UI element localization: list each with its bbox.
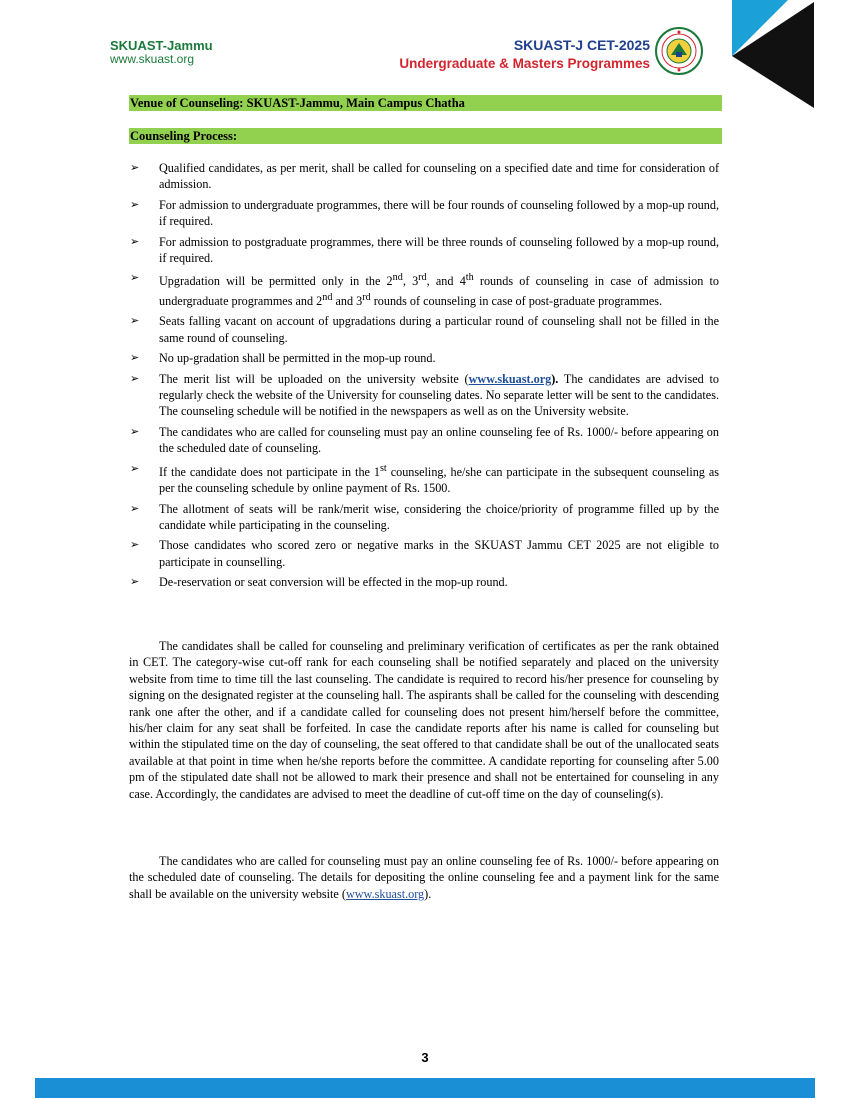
website-link[interactable]: www.skuast.org — [345, 886, 425, 901]
exam-title: SKUAST-J CET-2025 — [513, 37, 650, 53]
process-heading: Counseling Process: — [129, 128, 722, 144]
arrow-bullet-icon: ➢ — [130, 539, 140, 552]
arrow-bullet-icon: ➢ — [130, 272, 140, 285]
list-item: ➢ The candidates who are called for counseling must pay an online counseling fee of Rs. 1000/- before appearing on the scheduled date of counseling. — [130, 424, 719, 456]
arrow-bullet-icon: ➢ — [130, 315, 140, 328]
page-number: 3 — [421, 1050, 429, 1065]
list-item: ➢ Qualified candidates, as per merit, shall be called for counseling on a specified date and time for consideration of admission. — [130, 161, 719, 192]
list-item: ➢ Upgradation will be permitted only in the 2nd, 3rd, and 4th rounds of counseling in case of admission to undergraduate programmes and 2nd and 3rd rounds of counseling in case of post-graduate programmes. — [130, 272, 719, 308]
arrow-bullet-icon: ➢ — [130, 462, 140, 475]
venue-heading: Venue of Counseling: SKUAST-Jammu, Main Campus Chatha — [129, 95, 722, 111]
list-item: ➢ The allotment of seats will be rank/merit wise, considering the choice/priority of programme filled up by the candidate while participating in the counseling. — [130, 501, 719, 532]
footer-bar — [35, 1078, 815, 1098]
arrow-bullet-icon: ➢ — [130, 576, 140, 589]
arrow-bullet-icon: ➢ — [130, 372, 140, 385]
list-item: ➢ If the candidate does not participate in the 1st counseling, he/she can participate in the subsequent counseling as per the counseling schedule by online payment of Rs. 1500. — [130, 462, 719, 496]
list-item: ➢ The merit list will be uploaded on the university website (www.skuast.org). The candidates are advised to regularly check the website of the University for counseling dates. No separate letter will be sent to the candidates. The counseling schedule will be notified in the newspapers as well as on the University website. — [130, 371, 719, 419]
arrow-bullet-icon: ➢ — [130, 235, 140, 248]
website-link[interactable]: www.skuast.org — [468, 371, 552, 386]
org-name: SKUAST-Jammu — [110, 38, 213, 53]
arrow-bullet-icon: ➢ — [130, 502, 140, 515]
counseling-paragraph: The candidates shall be called for counseling and preliminary verification of certificates as per the rank obtained in CET. The category-wise cut-off rank for each counseling shall be notified separately and placed on the university website from time to time till the last counseling. The candidate is required to record his/her presence for counseling by signing on the designated register at the counseling hall. The aspirants shall be called for the counseling with descending rank one after the other, and if a candidate called for counseling does not present him/herself before the committee, his/her claim for any seat shall be forfeited. In case the candidate reports after his name is called for counseling but within the stipulated time on the day of counseling, the seat offered to that candidate shall be out of the unallocated seats available at that point in time when he/she reports before the committee. A candidate reporting for counseling after 5.00 pm of the stipulated date shall not be allowed to mark their presence and shall not be entertained for counseling in any case. Accordingly, the candidates are advised to meet the deadline of cut-off time on the day of counseling(s). — [129, 639, 719, 801]
corner-decoration-icon — [728, 0, 850, 110]
list-item: ➢ De-reservation or seat conversion will be effected in the mop-up round. — [130, 575, 508, 590]
arrow-bullet-icon: ➢ — [130, 425, 140, 438]
programmes-title: Undergraduate & Masters Programmes — [399, 56, 650, 71]
university-seal-icon — [654, 26, 704, 76]
list-item: ➢ Seats falling vacant on account of upgradations during a particular round of counseling shall not be filled in the same round of counseling. — [130, 314, 719, 345]
list-item: ➢ For admission to undergraduate programmes, there will be four rounds of counseling followed by a mop-up round, if required. — [130, 197, 719, 229]
list-item: ➢ No up-gradation shall be permitted in the mop-up round. — [130, 351, 436, 366]
counseling-process-list — [129, 160, 719, 595]
arrow-bullet-icon: ➢ — [130, 198, 140, 211]
arrow-bullet-icon: ➢ — [130, 352, 140, 365]
org-website[interactable]: www.skuast.org — [110, 52, 195, 66]
list-item: ➢ For admission to postgraduate programmes, there will be three rounds of counseling followed by a mop-up round, if required. — [130, 234, 719, 266]
arrow-bullet-icon: ➢ — [130, 162, 140, 174]
fee-paragraph: The candidates who are called for counseling must pay an online counseling fee of Rs. 1000/- before appearing on the scheduled date of counseling. The details for depositing the online counseling fee and a payment link for the same shall be available on the university website (www.skuast.org). — [129, 854, 719, 901]
list-item: ➢ Those candidates who scored zero or negative marks in the SKUAST Jammu CET 2025 are not eligible to participate in counselling. — [130, 538, 719, 569]
